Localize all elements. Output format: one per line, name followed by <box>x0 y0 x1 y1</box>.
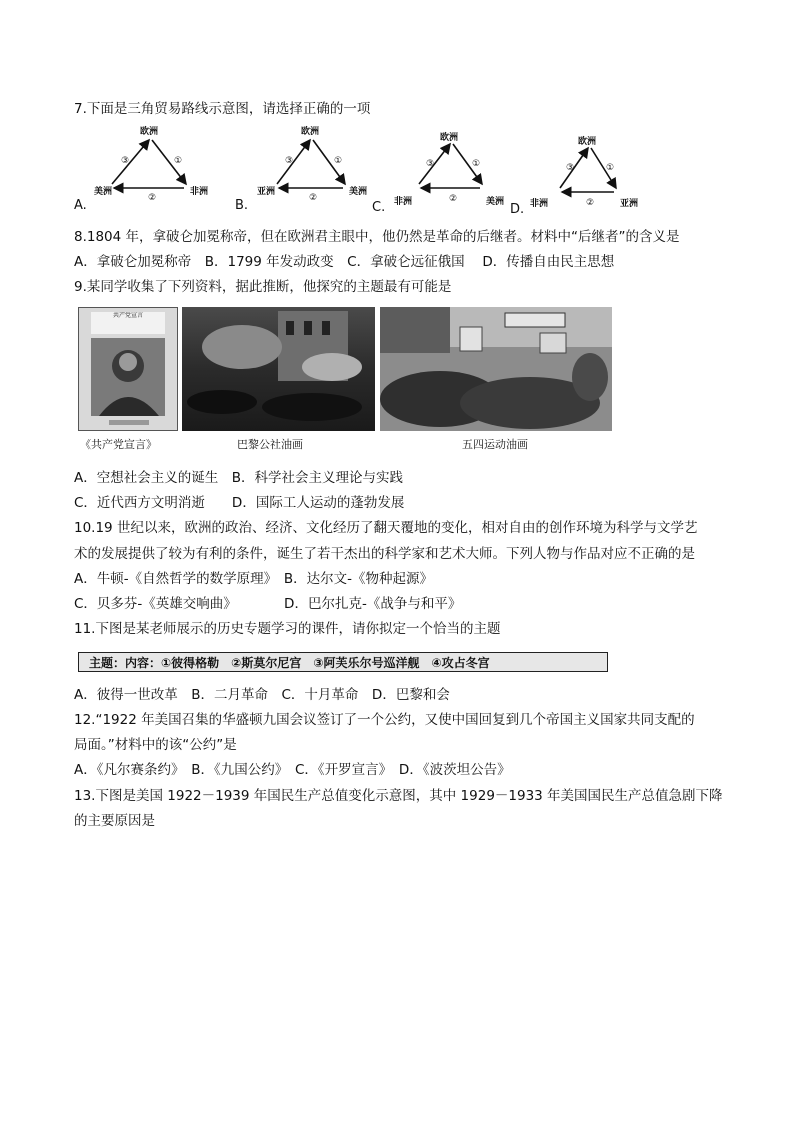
communist-manifesto-poster <box>78 307 178 431</box>
q9-options-row2[interactable]: C．近代西方文明消逝 D．国际工人运动的蓬勃发展 <box>74 495 405 511</box>
q9-stem: 9.某同学收集了下列资料，据此推断，他探究的主题最有可能是 <box>74 279 452 295</box>
q10-stem-line2: 术的发展提供了较为有利的条件，诞生了若干杰出的科学家和艺术大师。下列人物与作品对应不正确的是 <box>74 546 695 562</box>
node-top-c: 欧洲 <box>440 133 459 143</box>
q11-theme-box: 主题：内容：①彼得格勒 ②斯莫尔尼宫 ③阿芙乐尔号巡洋舰 ④攻占冬宫 <box>78 652 608 672</box>
q13-stem-line2: 的主要原因是 <box>74 813 155 829</box>
node-left-d: 非洲 <box>530 199 549 209</box>
q8-stem: 8.1804 年，拿破仑加冕称帝，但在欧洲君主眼中，他仍然是革命的后继者。材料中“后继者”的含义是 <box>74 229 680 245</box>
node-top-b: 欧洲 <box>301 127 320 137</box>
node-top-d: 欧洲 <box>578 137 597 147</box>
caption-paris-commune: 巴黎公社油画 <box>237 438 303 451</box>
option-letter-b: B. <box>235 198 249 213</box>
route-left-b: ③ <box>285 156 294 166</box>
paris-commune-painting <box>182 307 375 431</box>
caption-manifesto: 《共产党宣言》 <box>80 438 157 451</box>
q10-options-row2[interactable]: C．贝多芬-《英雄交响曲》 D．巴尔扎克-《战争与和平》 <box>74 596 462 612</box>
caption-may-fourth: 五四运动油画 <box>462 438 528 451</box>
route-right-a: ① <box>174 156 183 166</box>
q10-stem-line1: 10.19 世纪以来，欧洲的政治、经济、文化经历了翻天覆地的变化，相对自由的创作环境为科学与文学艺 <box>74 520 698 536</box>
route-left-d: ③ <box>566 163 575 173</box>
may-fourth-painting <box>380 307 612 431</box>
route-right-d: ① <box>606 163 615 173</box>
q7-option-a[interactable] <box>74 122 244 217</box>
route-right-c: ① <box>472 159 481 169</box>
q7-stem: 7.下面是三角贸易路线示意图，请选择正确的一项 <box>74 101 371 117</box>
q7-option-d[interactable] <box>510 122 680 217</box>
q13-stem-line1: 13.下图是美国 1922－1939 年国民生产总值变化示意图，其中 1929－1933 年美国国民生产总值急剧下降 <box>74 788 723 804</box>
node-right-b: 美洲 <box>349 187 368 197</box>
q8-options[interactable]: A．拿破仑加冕称帝 B．1799 年发动政变 C．拿破仑远征俄国 D．传播自由民主思想 <box>74 254 615 270</box>
route-left-c: ③ <box>426 159 435 169</box>
q9-options-row1[interactable]: A．空想社会主义的诞生 B．科学社会主义理论与实践 <box>74 470 403 486</box>
q11-stem: 11.下图是某老师展示的历史专题学习的课件，请你拟定一个恰当的主题 <box>74 621 501 637</box>
route-bottom-b: ② <box>309 193 318 203</box>
q12-stem-line1: 12.“1922 年美国召集的华盛顿九国会议签订了一个公约，又使中国回复到几个帝国主义国家共同支配的 <box>74 712 695 728</box>
node-right-d: 亚洲 <box>620 199 639 209</box>
q12-options[interactable]: A．《凡尔赛条约》 B．《九国公约》 C．《开罗宣言》 D．《波茨坦公告》 <box>74 762 511 778</box>
route-bottom-d: ② <box>586 198 595 208</box>
option-letter-c: C. <box>372 200 386 215</box>
q12-stem-line2: 局面。”材料中的该“公约”是 <box>74 737 237 753</box>
may-fourth-image-icon <box>380 307 612 431</box>
node-left-a: 美洲 <box>94 187 113 197</box>
triangle-diagram-a <box>74 122 244 217</box>
route-bottom-c: ② <box>449 194 458 204</box>
route-left-a: ③ <box>121 156 130 166</box>
q11-options[interactable]: A．彼得一世改革 B．二月革命 C．十月革命 D．巴黎和会 <box>74 687 450 703</box>
q10-options-row1[interactable]: A．牛顿-《自然哲学的数学原理》 B．达尔文-《物种起源》 <box>74 571 433 587</box>
node-left-c: 非洲 <box>394 197 413 207</box>
marx-portrait-icon <box>79 308 179 432</box>
route-bottom-a: ② <box>148 193 157 203</box>
node-left-b: 亚洲 <box>257 187 276 197</box>
node-right-c: 美洲 <box>486 197 505 207</box>
paris-commune-image-icon <box>182 307 375 431</box>
node-top-a: 欧洲 <box>140 127 159 137</box>
option-letter-d: D. <box>510 202 525 217</box>
node-right-a: 非洲 <box>190 187 209 197</box>
option-letter-a: A. <box>74 198 87 213</box>
poster-title: 共产党宣言 <box>91 312 165 334</box>
route-right-b: ① <box>334 156 343 166</box>
